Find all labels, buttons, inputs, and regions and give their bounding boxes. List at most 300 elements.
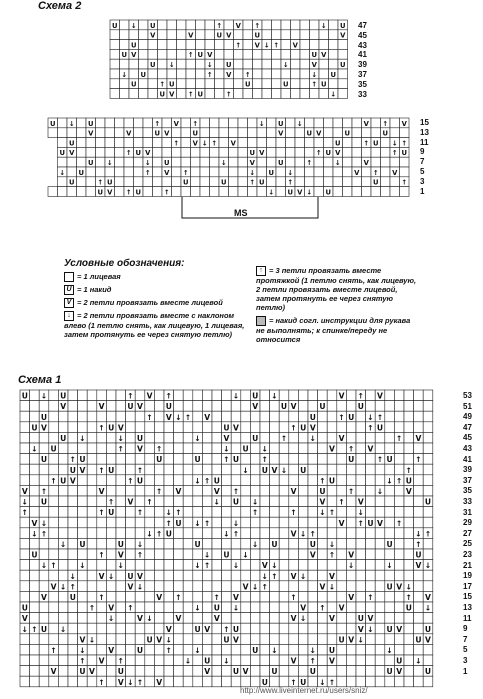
scheme2-symbol: V xyxy=(235,21,241,30)
scheme2-cell xyxy=(276,147,286,157)
scheme1-symbol: ↓ xyxy=(79,434,86,443)
scheme1-cell xyxy=(250,528,260,539)
scheme1-cell xyxy=(366,454,376,465)
scheme1-cell xyxy=(154,411,164,422)
scheme1-symbol: V xyxy=(329,656,335,666)
scheme1-cell xyxy=(58,443,68,454)
scheme1-cell xyxy=(298,507,308,518)
scheme1-cell xyxy=(375,623,385,634)
scheme1-cell xyxy=(183,401,193,412)
scheme2-cell xyxy=(229,177,239,187)
scheme1-cell xyxy=(231,401,241,412)
scheme1-cell xyxy=(375,602,385,613)
scheme2-cell xyxy=(77,118,87,128)
scheme1-symbol: V xyxy=(396,582,403,592)
scheme1-cell xyxy=(270,581,280,592)
scheme1-cell xyxy=(337,454,347,465)
scheme2-cell xyxy=(257,187,267,197)
scheme1-cell xyxy=(318,644,328,655)
ms-label: MS xyxy=(234,208,248,218)
scheme1-cell xyxy=(250,464,260,475)
scheme1-cell xyxy=(174,634,184,645)
scheme1-cell xyxy=(250,623,260,634)
scheme1-cell xyxy=(279,538,289,549)
scheme1-symbol: V xyxy=(156,677,163,687)
scheme1-symbol: ↓ xyxy=(232,603,240,613)
scheme1-cell xyxy=(404,560,414,571)
scheme1-symbol: U xyxy=(319,487,326,496)
scheme1-cell xyxy=(231,443,241,454)
scheme1-symbol: ↑ xyxy=(165,646,172,655)
scheme1-cell xyxy=(212,507,222,518)
scheme1-cell xyxy=(366,390,376,401)
scheme1-cell xyxy=(327,666,337,677)
scheme1-cell xyxy=(116,454,126,465)
scheme1-symbol: U xyxy=(156,455,163,465)
scheme2-cell xyxy=(338,89,348,99)
scheme1-cell xyxy=(423,390,433,401)
scheme1-cell xyxy=(116,496,126,507)
scheme1-cell xyxy=(375,560,385,571)
scheme1-cell xyxy=(174,496,184,507)
scheme2-cell xyxy=(267,118,277,128)
scheme2-symbol: U xyxy=(87,119,94,128)
scheme1-cell xyxy=(423,644,433,655)
scheme2-cell xyxy=(305,177,315,187)
scheme1-cell xyxy=(78,443,88,454)
scheme1-symbol: ↓ xyxy=(117,561,124,571)
scheme2-cell xyxy=(191,147,201,157)
scheme1-cell xyxy=(366,432,376,443)
scheme1-cell xyxy=(20,443,30,454)
scheme1-cell xyxy=(20,570,30,581)
scheme1-symbol: V xyxy=(137,402,143,412)
scheme1-symbol: U xyxy=(21,391,28,401)
watermark-url: http://www.liveinternet.ru/users/sniz/ xyxy=(240,686,368,695)
scheme1-cell xyxy=(356,528,366,539)
scheme2-cell xyxy=(143,177,153,187)
scheme2-symbol: U xyxy=(159,90,166,99)
scheme1-cell xyxy=(308,570,318,581)
scheme2-cell xyxy=(124,157,134,167)
scheme1-cell xyxy=(202,602,212,613)
scheme1-cell xyxy=(308,390,318,401)
scheme1-cell xyxy=(346,666,356,677)
scheme1-symbol: U xyxy=(328,646,336,655)
scheme2-cell xyxy=(200,167,210,177)
scheme1-cell xyxy=(308,454,318,465)
scheme2-cell xyxy=(400,187,410,197)
scheme1-cell xyxy=(423,401,433,412)
scheme2-row-number: 5 xyxy=(420,167,425,176)
scheme1-symbol: U xyxy=(146,635,153,645)
scheme1-cell xyxy=(298,666,308,677)
scheme1-symbol: V xyxy=(50,582,57,592)
scheme1-cell xyxy=(97,538,107,549)
scheme2-cell xyxy=(329,20,339,30)
scheme2-cell xyxy=(86,147,96,157)
scheme1-cell xyxy=(58,570,68,581)
scheme2-symbol: V xyxy=(316,129,322,138)
scheme1-cell xyxy=(164,591,174,602)
scheme1-cell xyxy=(231,570,241,581)
scheme1-symbol: V xyxy=(50,667,57,677)
scheme1-cell xyxy=(164,496,174,507)
scheme2-cell xyxy=(124,118,134,128)
scheme1-cell xyxy=(164,422,174,433)
scheme2-cell xyxy=(238,157,248,167)
scheme1-cell xyxy=(423,443,433,454)
scheme1-cell xyxy=(68,560,78,571)
scheme2-cell xyxy=(310,20,320,30)
scheme1-cell xyxy=(366,496,376,507)
scheme2-cell xyxy=(210,147,220,157)
scheme2-cell xyxy=(276,138,286,148)
scheme2-symbol: ↑ xyxy=(254,21,261,30)
scheme1-cell xyxy=(58,464,68,475)
scheme1-cell xyxy=(375,538,385,549)
scheme1-cell xyxy=(30,390,40,401)
scheme1-cell xyxy=(250,655,260,666)
scheme2-cell xyxy=(324,128,334,138)
scheme1-cell xyxy=(346,602,356,613)
legend-item-knit: = 1 лицевая xyxy=(64,272,249,282)
scheme1-symbol: ↓ xyxy=(194,603,201,613)
scheme1-cell xyxy=(193,581,203,592)
scheme1-cell xyxy=(193,613,203,624)
scheme2-cell xyxy=(153,157,163,167)
scheme1-symbol: V xyxy=(69,476,76,486)
scheme2-cell xyxy=(243,20,253,30)
scheme1-cell xyxy=(68,485,78,496)
scheme1-symbol: ↑ xyxy=(31,624,38,634)
scheme1-symbol: ↓ xyxy=(328,582,336,592)
scheme1-cell xyxy=(183,528,193,539)
scheme1-row-number: 1 xyxy=(463,666,468,676)
scheme1-symbol: U xyxy=(386,624,393,634)
scheme1-cell xyxy=(298,496,308,507)
scheme1-cell xyxy=(260,485,270,496)
scheme1-cell xyxy=(87,390,97,401)
scheme1-symbol: ↑ xyxy=(204,518,211,528)
scheme2-cell xyxy=(58,118,68,128)
scheme1-cell xyxy=(116,528,126,539)
scheme1-symbol: V xyxy=(79,635,86,645)
scheme2-cell xyxy=(105,167,115,177)
scheme2-cell xyxy=(96,147,106,157)
scheme2-cell xyxy=(139,89,149,99)
scheme2-symbol: ↓ xyxy=(320,21,327,30)
scheme1-cell xyxy=(241,507,251,518)
scheme1-symbol: V xyxy=(348,550,355,560)
scheme1-cell xyxy=(423,613,433,624)
scheme1-cell xyxy=(423,411,433,422)
scheme1-cell xyxy=(154,517,164,528)
scheme2-cell xyxy=(186,69,196,79)
scheme1-cell xyxy=(58,591,68,602)
scheme1-cell xyxy=(346,517,356,528)
scheme1-symbol: U xyxy=(127,571,134,581)
scheme2-cell xyxy=(352,147,362,157)
scheme1-cell xyxy=(298,485,308,496)
scheme2-symbol: U xyxy=(225,61,232,69)
scheme1-cell xyxy=(126,560,136,571)
scheme1-cell xyxy=(212,443,222,454)
scheme1-symbol: V xyxy=(405,487,412,496)
scheme1-symbol: V xyxy=(137,444,143,454)
scheme1-symbol: V xyxy=(165,624,172,634)
scheme1-symbol: V xyxy=(367,614,374,624)
scheme1-cell xyxy=(49,401,59,412)
scheme1-symbol: ↑ xyxy=(271,571,278,581)
scheme1-symbol: V xyxy=(357,497,364,507)
scheme1-cell xyxy=(279,454,289,465)
scheme2-cell xyxy=(134,157,144,167)
scheme1-cell xyxy=(154,655,164,666)
scheme1-symbol: U xyxy=(69,465,76,475)
scheme2-row-number: 1 xyxy=(420,186,425,196)
scheme1-symbol: ↓ xyxy=(88,635,96,645)
scheme2-symbol: U xyxy=(192,129,199,138)
scheme1-cell xyxy=(174,623,184,634)
scheme1-cell xyxy=(327,623,337,634)
scheme2-cell xyxy=(300,79,310,89)
scheme1-symbol: V xyxy=(127,497,134,507)
scheme1-cell xyxy=(289,644,299,655)
scheme1-cell xyxy=(154,549,164,560)
scheme1-cell xyxy=(346,538,356,549)
scheme2-symbol: ↑ xyxy=(287,178,294,187)
scheme1-cell xyxy=(202,570,212,581)
scheme1-cell xyxy=(404,443,414,454)
scheme1-cell xyxy=(385,432,395,443)
scheme1-symbol: V xyxy=(290,656,297,666)
scheme1-row-number: 13 xyxy=(463,603,472,612)
scheme1-symbol: ↓ xyxy=(79,561,86,571)
scheme1-cell xyxy=(58,613,68,624)
scheme1-cell xyxy=(174,676,184,687)
scheme2-symbol: U xyxy=(87,159,94,167)
scheme1-cell xyxy=(164,443,174,454)
scheme1-cell xyxy=(298,549,308,560)
scheme2-cell xyxy=(96,167,106,177)
scheme1-cell xyxy=(78,475,88,486)
scheme2-cell xyxy=(329,59,339,69)
scheme1-cell xyxy=(241,655,251,666)
scheme2-cell xyxy=(276,187,286,197)
scheme1-cell xyxy=(308,560,318,571)
scheme1-cell xyxy=(385,528,395,539)
scheme1-cell xyxy=(20,454,30,465)
scheme1-symbol: U xyxy=(79,540,86,549)
scheme1-cell xyxy=(318,454,328,465)
scheme1-cell xyxy=(385,507,395,518)
scheme2-cell xyxy=(343,177,353,187)
scheme1-cell xyxy=(135,390,145,401)
scheme1-cell xyxy=(327,432,337,443)
scheme1-cell xyxy=(126,591,136,602)
scheme1-symbol: V xyxy=(21,487,28,496)
scheme1-cell xyxy=(164,549,174,560)
scheme2-cell xyxy=(390,187,400,197)
scheme1-cell xyxy=(394,549,404,560)
scheme2-cell xyxy=(324,157,334,167)
scheme1-cell xyxy=(164,655,174,666)
scheme2-cell xyxy=(158,49,168,59)
scheme1-cell xyxy=(385,422,395,433)
scheme2-cell xyxy=(215,49,225,59)
scheme1-cell xyxy=(241,591,251,602)
scheme2-cell xyxy=(333,167,343,177)
scheme1-cell xyxy=(423,475,433,486)
scheme1-cell xyxy=(58,528,68,539)
scheme2-cell xyxy=(329,79,339,89)
scheme2-cell xyxy=(86,177,96,187)
scheme1-symbol: V xyxy=(156,593,163,602)
scheme2-row-number: 45 xyxy=(358,30,367,40)
scheme1-symbol: ↑ xyxy=(415,540,422,549)
scheme1-cell xyxy=(39,401,49,412)
scheme2-cell xyxy=(167,20,177,30)
scheme1-cell xyxy=(260,591,270,602)
scheme1-cell xyxy=(30,655,40,666)
scheme1-symbol: ↑ xyxy=(117,444,124,454)
scheme2-cell xyxy=(124,167,134,177)
scheme1-cell xyxy=(318,517,328,528)
scheme2-symbol: ↓ xyxy=(268,188,275,197)
scheme1-symbol: V xyxy=(396,667,403,677)
scheme1-cell xyxy=(20,538,30,549)
scheme2-cell xyxy=(281,40,291,50)
scheme1-symbol: ↑ xyxy=(367,423,374,433)
scheme2-symbol: U xyxy=(216,31,223,40)
scheme1-cell xyxy=(135,411,145,422)
scheme1-cell xyxy=(212,390,222,401)
scheme1-cell xyxy=(106,432,116,443)
scheme2-cell xyxy=(219,128,229,138)
scheme2-cell xyxy=(253,59,263,69)
scheme2-symbol: V xyxy=(363,119,369,128)
scheme2-cell xyxy=(120,20,130,30)
scheme1-cell xyxy=(356,644,366,655)
scheme1-cell xyxy=(260,411,270,422)
scheme1-cell xyxy=(366,464,376,475)
scheme1-cell xyxy=(318,560,328,571)
scheme1-symbol: ↑ xyxy=(396,434,403,443)
scheme2-cell xyxy=(229,128,239,138)
scheme2-cell xyxy=(291,49,301,59)
scheme1-cell xyxy=(385,602,395,613)
scheme1-cell xyxy=(308,464,318,475)
scheme1-cell xyxy=(154,390,164,401)
scheme1-cell xyxy=(183,570,193,581)
scheme2-cell xyxy=(381,177,391,187)
scheme1-cell xyxy=(366,666,376,677)
scheme2-cell xyxy=(276,177,286,187)
scheme1-cell xyxy=(183,432,193,443)
scheme1-cell xyxy=(318,528,328,539)
scheme1-cell xyxy=(222,666,232,677)
scheme1-symbol: V xyxy=(204,667,211,677)
scheme1-row-number: 35 xyxy=(463,486,472,496)
scheme1-cell xyxy=(78,591,88,602)
scheme1-cell xyxy=(385,591,395,602)
scheme1-row-number: 39 xyxy=(463,465,472,475)
scheme1-cell xyxy=(337,623,347,634)
scheme1-symbol: ↑ xyxy=(309,529,316,539)
scheme1-cell xyxy=(423,655,433,666)
scheme2-cell xyxy=(281,49,291,59)
scheme1-cell xyxy=(241,634,251,645)
scheme1-cell xyxy=(39,538,49,549)
scheme1-cell xyxy=(20,591,30,602)
scheme1-cell xyxy=(30,581,40,592)
scheme1-symbol: V xyxy=(290,402,297,412)
scheme2-symbol: U xyxy=(111,21,118,30)
scheme2-cell xyxy=(120,59,130,69)
scheme2-cell xyxy=(105,118,115,128)
scheme1-cell xyxy=(375,655,385,666)
scheme1-cell xyxy=(260,613,270,624)
scheme1-cell xyxy=(356,655,366,666)
scheme2-cell xyxy=(120,79,130,89)
scheme1-cell xyxy=(337,560,347,571)
scheme2-cell xyxy=(219,138,229,148)
scheme1-cell xyxy=(87,517,97,528)
scheme2-cell xyxy=(243,89,253,99)
scheme1-cell xyxy=(68,401,78,412)
scheme1-cell xyxy=(289,464,299,475)
scheme2-cell xyxy=(238,147,248,157)
scheme1-symbol: ↑ xyxy=(328,508,336,518)
scheme1-symbol: ↑ xyxy=(136,550,144,560)
scheme1-cell xyxy=(145,581,155,592)
scheme1-cell xyxy=(174,655,184,666)
scheme1-cell xyxy=(356,538,366,549)
scheme1-symbol: ↑ xyxy=(117,656,124,666)
scheme1-cell xyxy=(404,613,414,624)
scheme2-cell xyxy=(134,128,144,138)
scheme2-cell xyxy=(229,147,239,157)
scheme1-cell xyxy=(30,475,40,486)
scheme2-cell xyxy=(139,59,149,69)
scheme1-cell xyxy=(97,644,107,655)
scheme1-cell xyxy=(106,443,116,454)
scheme1-cell xyxy=(68,443,78,454)
scheme2-symbol: U xyxy=(130,41,137,50)
scheme1-cell xyxy=(308,443,318,454)
scheme1-cell xyxy=(327,390,337,401)
scheme2-cell xyxy=(281,69,291,79)
scheme1-cell xyxy=(174,570,184,581)
scheme2-cell xyxy=(148,89,158,99)
scheme1-row-number: 43 xyxy=(463,444,472,453)
scheme2-cell xyxy=(162,118,172,128)
scheme1-cell xyxy=(270,655,280,666)
scheme1-symbol: ↓ xyxy=(386,476,393,486)
scheme1-symbol: ↑ xyxy=(165,518,172,528)
scheme1-cell xyxy=(241,570,251,581)
scheme1-symbol: V xyxy=(89,667,95,677)
scheme2-symbol: V xyxy=(259,149,265,158)
scheme1-cell xyxy=(260,644,270,655)
scheme2-cell xyxy=(343,167,353,177)
scheme1-cell xyxy=(241,560,251,571)
scheme1-symbol: ↑ xyxy=(319,603,326,613)
scheme2-cell xyxy=(338,49,348,59)
scheme1-cell xyxy=(366,581,376,592)
scheme1-cell xyxy=(250,570,260,581)
